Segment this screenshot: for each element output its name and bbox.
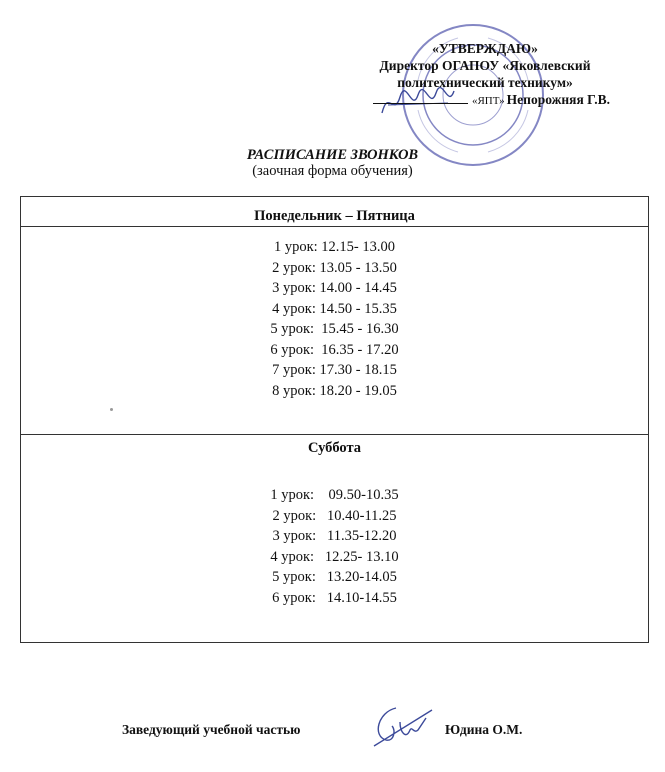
approval-signature-line: [360, 91, 610, 110]
approval-block: [360, 40, 610, 110]
director-name: Непорожняя Г.В.: [506, 92, 610, 107]
footer-position: Заведующий учебной частью: [122, 722, 301, 737]
lesson-row: 6 урок: 16.35 - 17.20: [270, 341, 399, 358]
signature-underline: [373, 103, 468, 104]
schedule-table: [20, 196, 649, 643]
document-subtitle: (заочная форма обучения): [252, 163, 413, 179]
lesson-row: 7 урок: 17.30 - 18.15: [272, 362, 397, 378]
lesson-row: 8 урок: 18.20 - 19.05: [272, 382, 397, 399]
lesson-row: 2 урок: 13.05 - 13.50: [272, 259, 397, 276]
head-signature: [366, 700, 436, 750]
saturday-lessons: [21, 485, 648, 608]
approval-heading: «УТВЕРЖДАЮ»: [432, 41, 538, 56]
footer-name: Юдина О.М.: [445, 722, 523, 737]
lesson-row: 3 урок: 14.00 - 14.45: [272, 280, 397, 296]
document-title: РАСПИСАНИЕ ЗВОНКОВ: [246, 147, 419, 163]
stamp-abbrev: «ЯПТ»: [471, 95, 505, 107]
weekday-lessons: [21, 237, 648, 401]
lesson-row: 5 урок: 15.45 - 16.30: [270, 321, 399, 337]
section-divider: [21, 434, 648, 435]
lesson-row: 1 урок: 12.15- 13.00: [273, 239, 396, 255]
scan-speck: [110, 408, 113, 411]
approval-director: Директор ОГАПОУ «Яковлевский: [379, 58, 591, 73]
saturday-header: Суббота: [307, 440, 362, 456]
lesson-row: 2 урок: 10.40-11.25: [272, 507, 397, 524]
lesson-row: 6 урок: 14.10-14.55: [272, 589, 397, 606]
lesson-row: 4 урок: 14.50 - 15.35: [272, 300, 397, 317]
weekday-header: Понедельник – Пятница: [21, 197, 648, 227]
lesson-row: 4 урок: 12.25- 13.10: [270, 548, 399, 565]
lesson-row: 5 урок: 13.20-14.05: [272, 569, 397, 585]
lesson-row: 3 урок: 11.35-12.20: [272, 528, 397, 544]
lesson-row: 1 урок: 09.50-10.35: [270, 487, 399, 503]
approval-institution: политехнический техникум»: [397, 75, 573, 90]
